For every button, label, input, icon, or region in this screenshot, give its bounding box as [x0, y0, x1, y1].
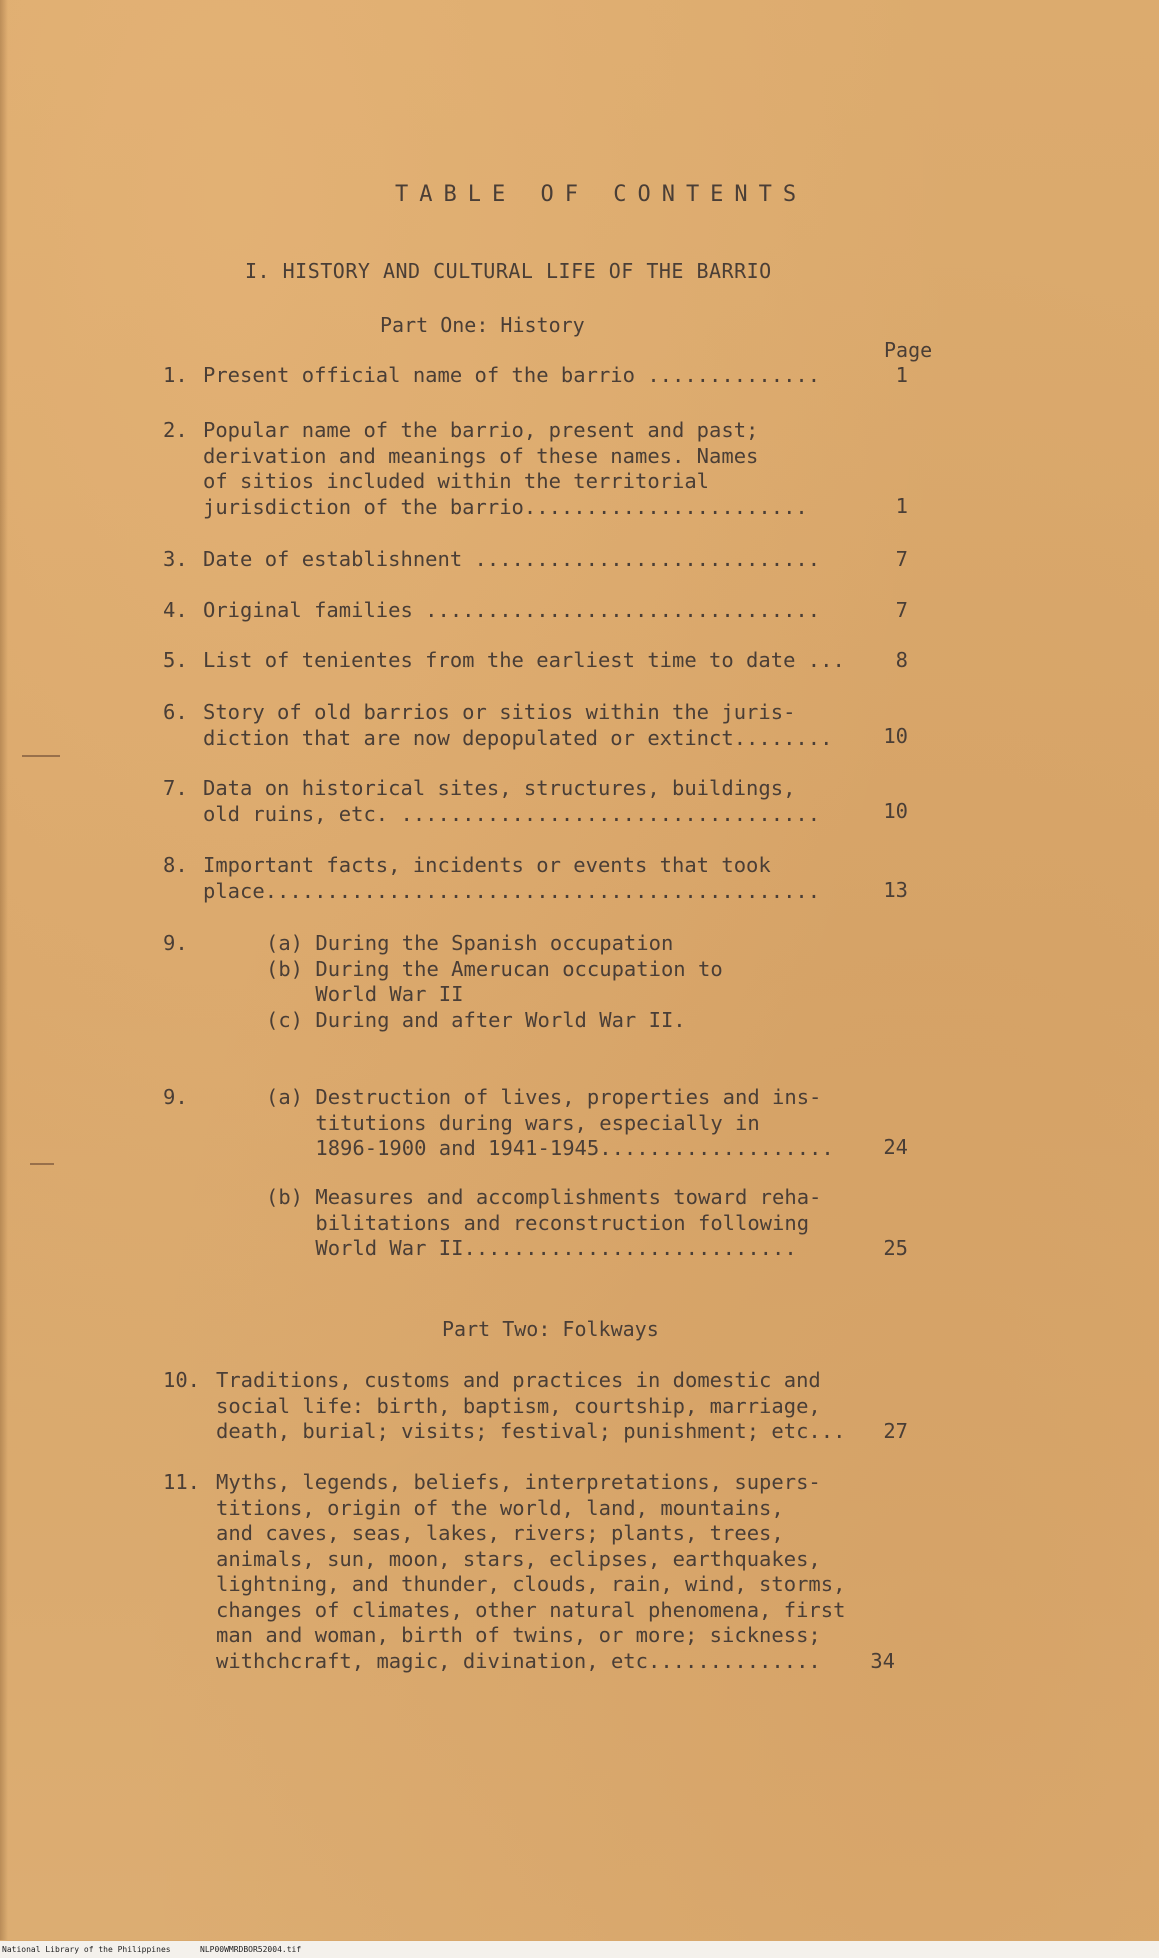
toc-entry: Story of old barrios or sitios within the juris- diction that are now depopulated or extinct........ [203, 700, 833, 750]
entry-page: 25 [883, 1236, 908, 1260]
entry-page: 8 [895, 648, 908, 672]
toc-entry: (b) Measures and accomplishments toward reha- bilitations and reconstruction following World War II........................... [266, 1185, 822, 1260]
entry-page: 1 [895, 363, 908, 387]
entry-number: 11. [163, 1470, 201, 1494]
toc-entry: Date of establishnent ............................ [203, 547, 821, 571]
entry-page: 7 [895, 547, 908, 571]
entry-page: 13 [883, 878, 908, 902]
entry-page: 7 [895, 598, 908, 622]
entry-number: 4. [163, 598, 188, 622]
toc-entry: Traditions, customs and practices in domestic and social life: birth, baptism, courtship, marriage, death, burial; visits; festival; punishment; etc... [216, 1368, 846, 1443]
entry-page: 10 [883, 724, 908, 748]
toc-entry: Popular name of the barrio, present and past; derivation and meanings of these names. Names of sitios included within the territorial jurisdiction of the barrio....................... [203, 418, 808, 519]
part-one-heading: Part One: History [380, 313, 585, 337]
page-column-label: Page [884, 338, 933, 362]
footer-filename: NLP00WMRDBOR52004.tif [200, 1945, 302, 1954]
section-heading: I. HISTORY AND CULTURAL LIFE OF THE BARRIO [245, 259, 772, 283]
entry-page: 10 [883, 799, 908, 823]
entry-page: 27 [883, 1419, 908, 1443]
entry-number: 3. [163, 547, 188, 571]
page-title: TABLE OF CONTENTS [395, 182, 808, 207]
part-two-heading: Part Two: Folkways [442, 1317, 659, 1341]
toc-entry: (a) During the Spanish occupation (b) During the Amerucan occupation to World War II (c) During and after World War II. [266, 931, 723, 1032]
toc-entry: Important facts, incidents or events that took place............................................. [203, 853, 821, 903]
entry-page: 34 [870, 1649, 895, 1673]
toc-entry: Original families ................................ [203, 598, 821, 622]
toc-entry: Data on historical sites, structures, buildings, old ruins, etc. .................................. [203, 776, 821, 826]
paper-edge [0, 0, 8, 1940]
toc-entry: Present official name of the barrio .............. [203, 363, 821, 387]
toc-entry: List of tenientes from the earliest time to date ... [203, 648, 845, 672]
footer-source: National Library of the Philippines [2, 1945, 171, 1954]
entry-number: 9. [163, 1085, 188, 1109]
entry-number: 9. [163, 931, 188, 955]
margin-mark [30, 1163, 54, 1165]
entry-number: 7. [163, 776, 188, 800]
entry-number: 1. [163, 363, 188, 387]
entry-number: 5. [163, 648, 188, 672]
entry-number: 8. [163, 853, 188, 877]
entry-number: 2. [163, 418, 188, 442]
toc-entry: Myths, legends, beliefs, interpretations, supers- titions, origin of the world, land, mountains, and caves, seas, lakes, rivers; plants, trees, animals, sun, moon, stars, eclipses, earthquakes, lightning, and thunder, clouds, rain, wind, storms, changes of climates, other natural phenomena, first man and woman, birth of twins, or more; sickness; withchcraft, magic, divination, etc.............. [216, 1470, 846, 1673]
entry-page: 1 [895, 494, 908, 518]
margin-mark [22, 755, 60, 757]
entry-page: 24 [883, 1135, 908, 1159]
entry-number: 10. [163, 1368, 201, 1392]
entry-number: 6. [163, 700, 188, 724]
scan-footer [0, 1941, 1159, 1958]
toc-entry: (a) Destruction of lives, properties and ins- titutions during wars, especially in 1896-1900 and 1941-1945................... [266, 1085, 834, 1160]
